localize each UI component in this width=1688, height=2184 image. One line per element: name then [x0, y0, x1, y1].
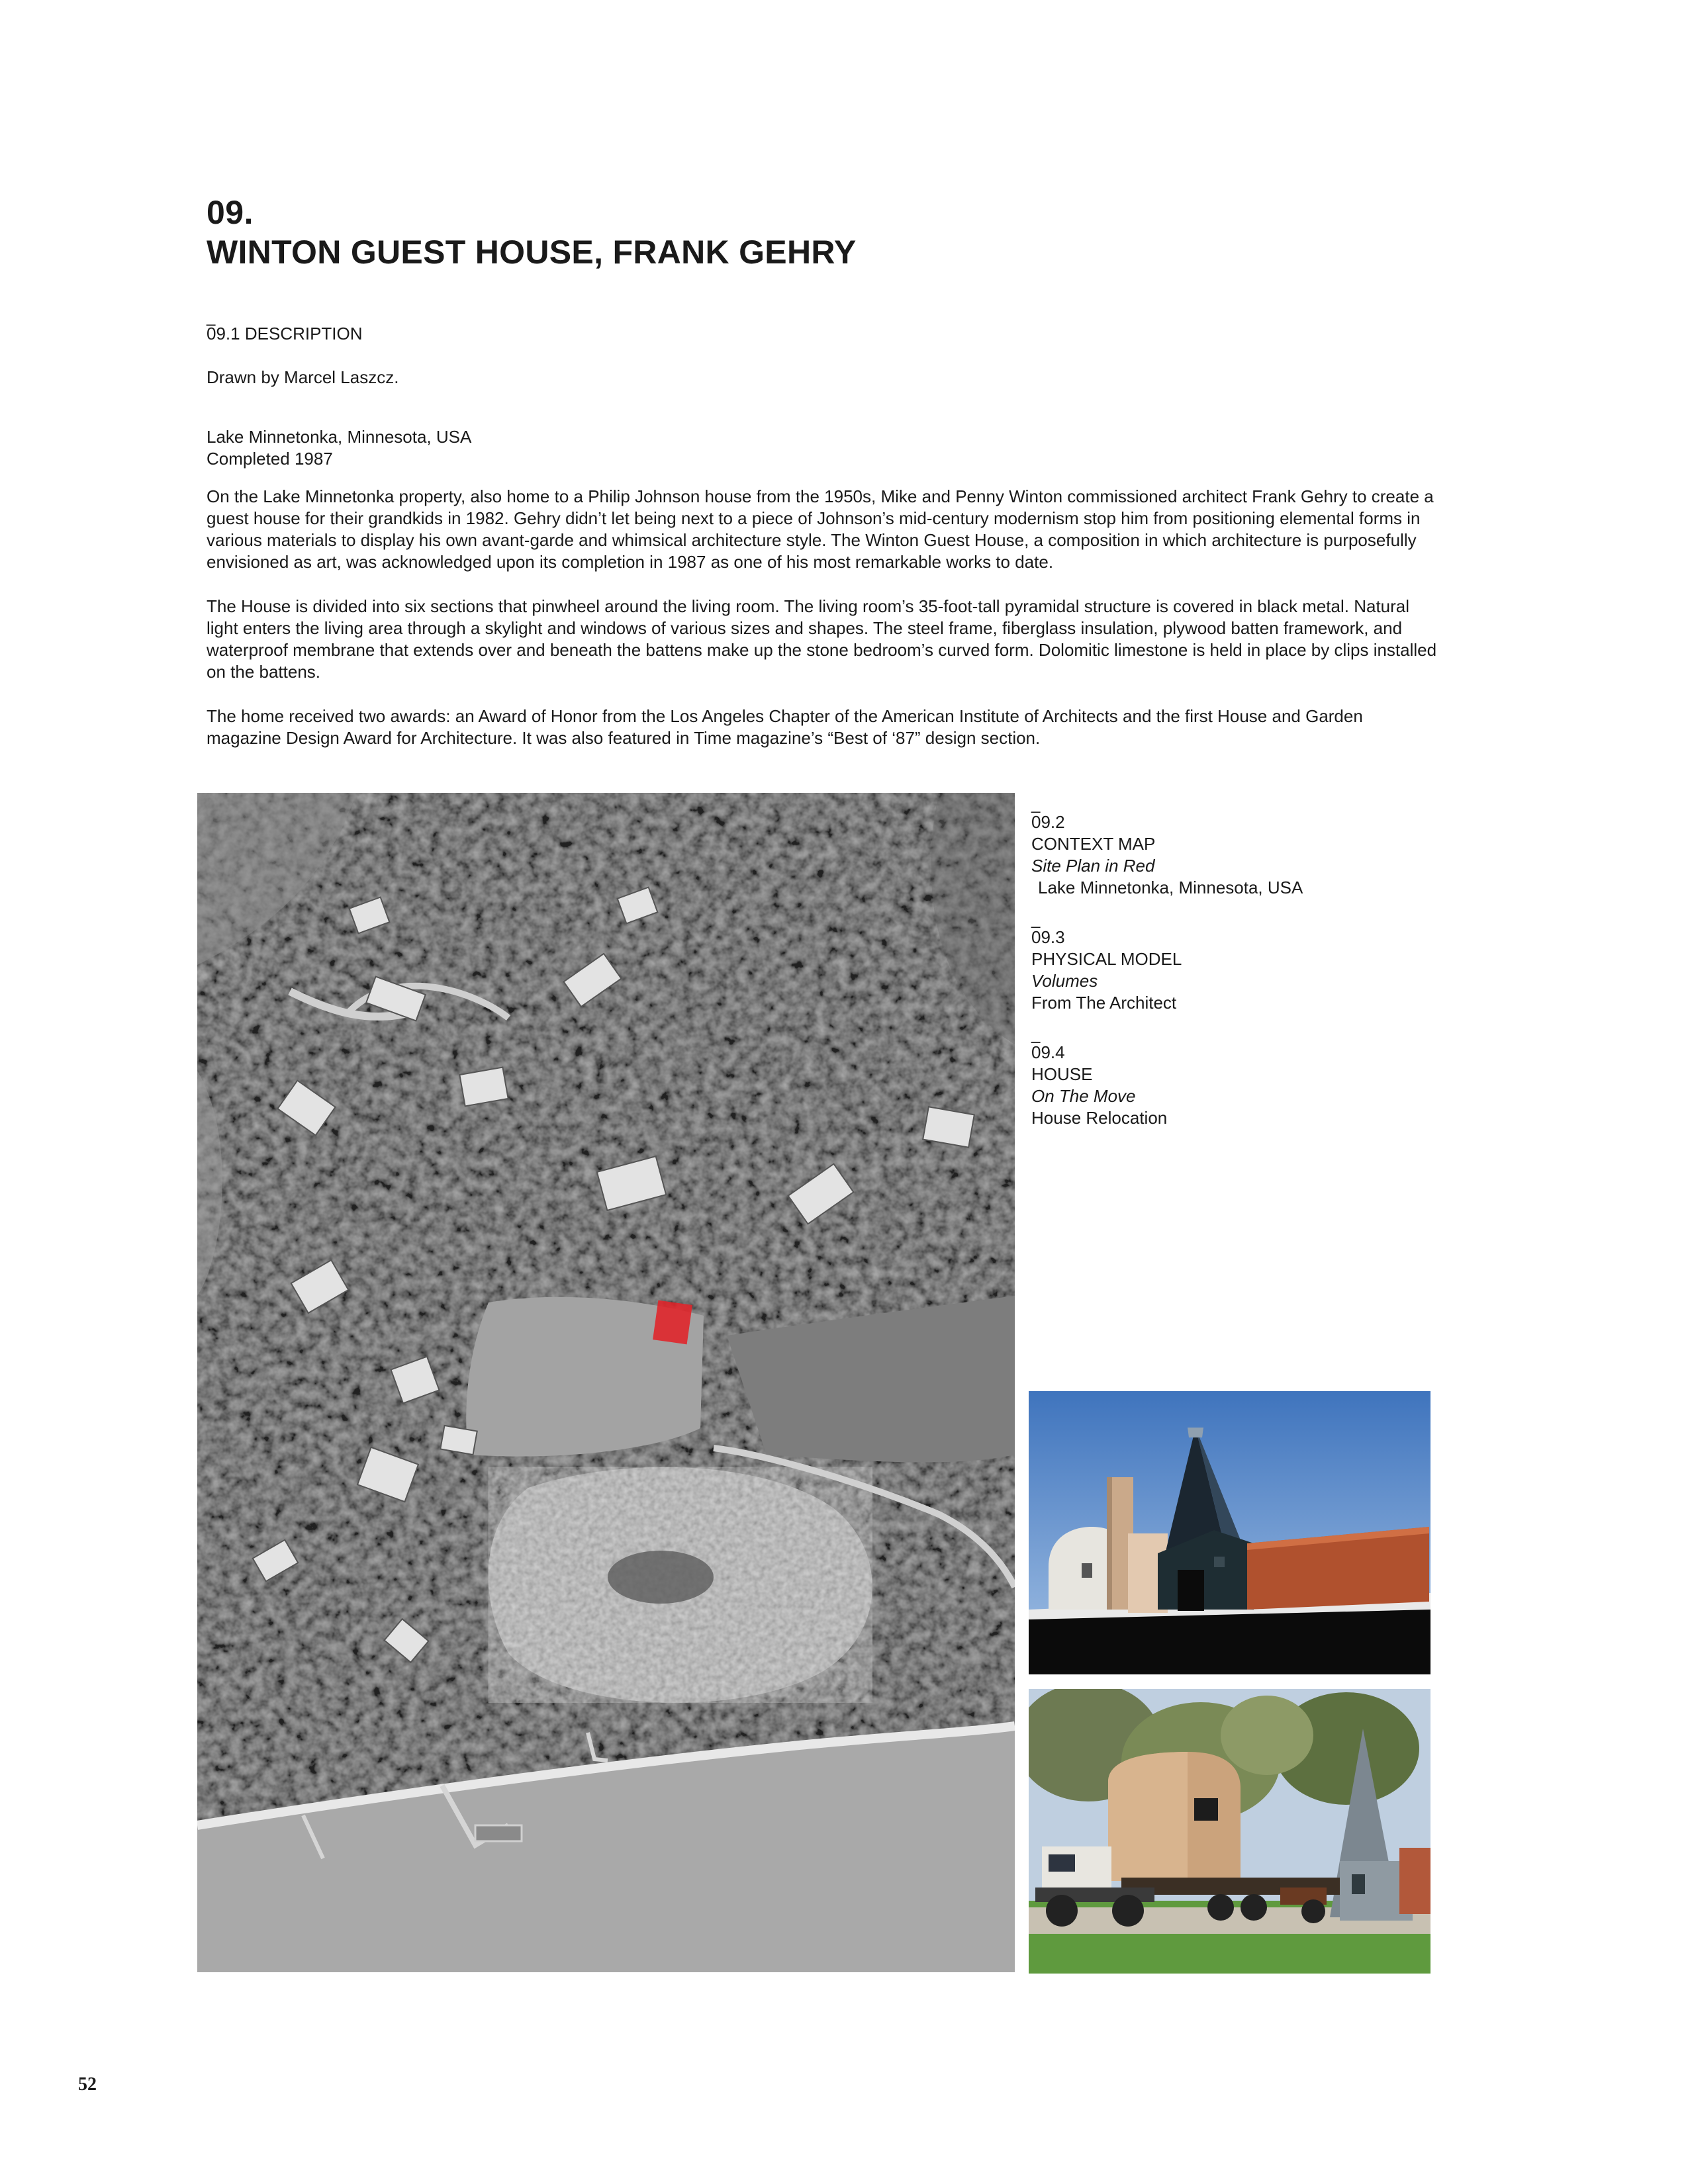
heading-dash: _: [207, 308, 216, 326]
location-line: Lake Minnetonka, Minnesota, USA: [207, 427, 472, 447]
caption-dash: _: [1031, 1026, 1041, 1044]
caption-detail: Lake Minnetonka, Minnesota, USA: [1038, 878, 1303, 897]
caption-dash: _: [1031, 911, 1041, 929]
caption-title: CONTEXT MAP: [1031, 834, 1156, 854]
caption-number: 09.2: [1031, 812, 1065, 832]
caption-block: [1031, 913, 1362, 1014]
caption-dash: _: [1031, 796, 1041, 813]
caption-detail: From The Architect: [1031, 993, 1177, 1013]
caption-detail: House Relocation: [1031, 1108, 1168, 1128]
section-number: 09.: [207, 194, 254, 231]
page-number: 52: [78, 2074, 97, 2095]
caption-number: 09.4: [1031, 1042, 1065, 1062]
caption-number: 09.3: [1031, 927, 1065, 947]
description-paragraph: The House is divided into six sections that pinwheel around the living room. The living room’s 35-foot-tall pyramidal structure is covered in black metal. Natural light enters the living area through a skylight and windows of various sizes and shapes. The steel frame, fiberglass insulation, plywood batten framework, and waterproof membrane that extends over and beneath the battens make up the stone bedroom’s curved form. Dolomitic limestone is held in place by clips installed on the battens.: [207, 596, 1437, 682]
caption-title: HOUSE: [1031, 1064, 1093, 1084]
completed-line: Completed 1987: [207, 449, 333, 469]
physical-model-photo: [1029, 1391, 1430, 1674]
credit-line: Drawn by Marcel Laszcz.: [207, 367, 399, 387]
aerial-context-map: [197, 793, 1015, 1972]
caption-subtitle: On The Move: [1031, 1086, 1136, 1106]
description-paragraph: On the Lake Minnetonka property, also home to a Philip Johnson house from the 1950s, Mike and Penny Winton commissioned architect Frank Gehry to create a guest house for their grandkids in 1982. Gehry didn’t let being next to a piece of Johnson’s mid-century modernism stop him from positioning elemental forms in various materials to display his own avant-garde and whimsical architecture style. The Winton Guest House, a composition in which architecture is purposefully envisioned as art, was acknowledged upon its completion in 1987 as one of his most remarkable works to date.: [207, 486, 1434, 572]
description-paragraph: The home received two awards: an Award of Honor from the Los Angeles Chapter of the American Institute of Architects and the first House and Garden magazine Design Award for Architecture. It was also featured in Time magazine’s “Best of ‘87” design section.: [207, 706, 1363, 748]
caption-block: [1031, 798, 1362, 899]
page-title: WINTON GUEST HOUSE, FRANK GEHRY: [207, 234, 857, 271]
description-heading: 09.1 DESCRIPTION: [207, 324, 363, 343]
caption-block: [1031, 1028, 1362, 1129]
caption-title: PHYSICAL MODEL: [1031, 949, 1182, 969]
house-relocation-photo: [1029, 1689, 1430, 1974]
caption-subtitle: Volumes: [1031, 971, 1098, 991]
caption-subtitle: Site Plan in Red: [1031, 856, 1155, 876]
site-plan-marker: [653, 1300, 692, 1345]
